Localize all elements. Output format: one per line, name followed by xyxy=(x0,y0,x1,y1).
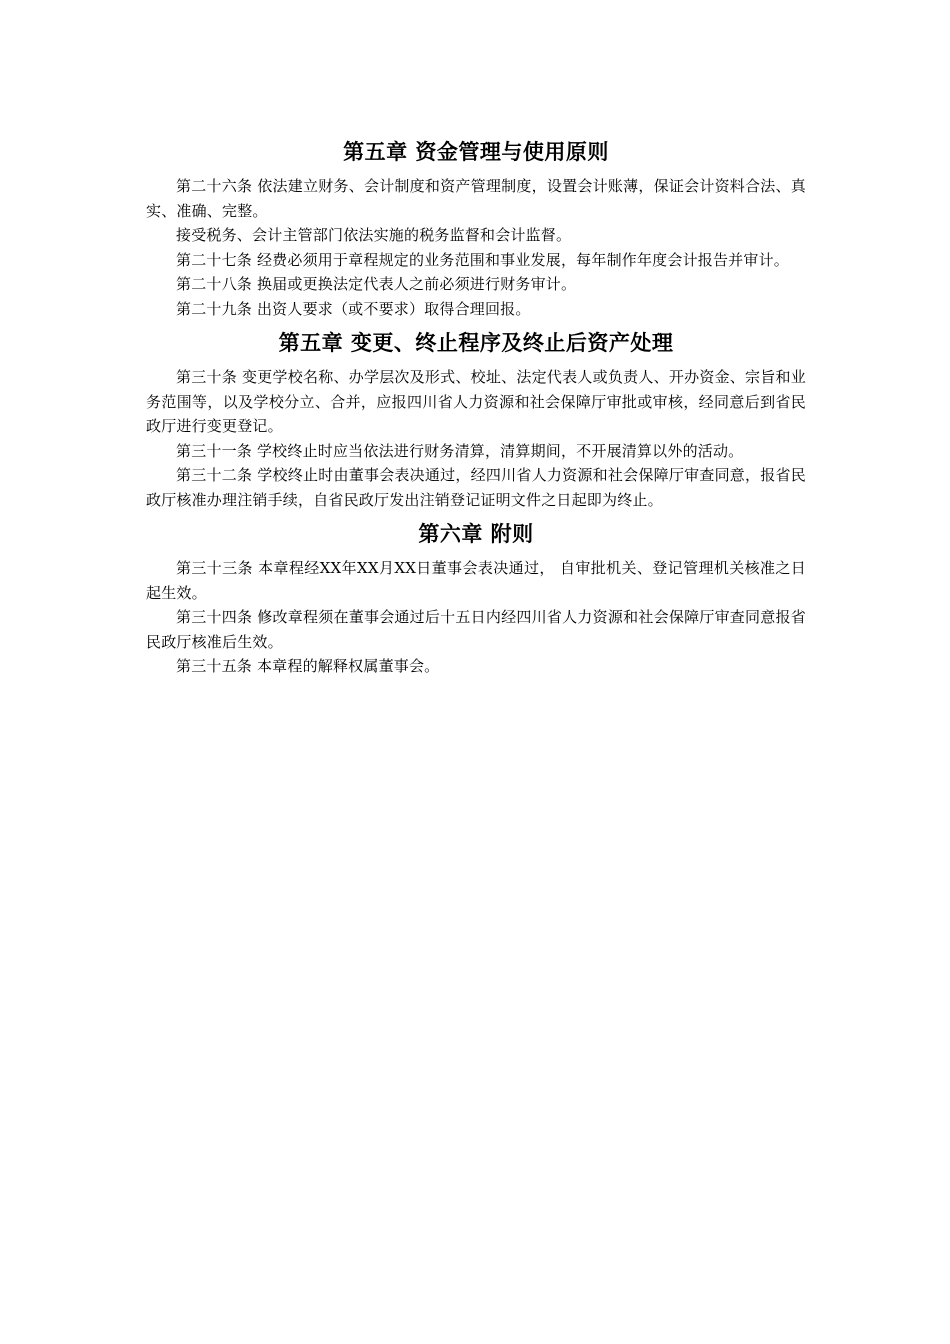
article-31: 第三十一条 学校终止时应当依法进行财务清算，清算期间，不开展清算以外的活动。 xyxy=(176,441,744,460)
chapter-title: 第六章 附则 xyxy=(418,522,534,546)
article-29: 第二十九条 出资人要求（或不要求）取得合理回报。 xyxy=(176,299,531,318)
document-page xyxy=(146,130,806,679)
chapter-title: 第五章 变更、终止程序及终止后资产处理 xyxy=(278,331,674,355)
article-27: 第二十七条 经费必须用于章程规定的业务范围和事业发展，每年制作年度会计报告并审计。 xyxy=(176,250,789,269)
chapter-title: 第五章 资金管理与使用原则 xyxy=(343,140,609,164)
article-28: 第二十八条 换届或更换法定代表人之前必须进行财务审计。 xyxy=(176,275,577,293)
article-32: 第三十二条 学校终止时由董事会表决通过，经四川省人力资源和社会保障厅审查同意，报省民政厅核准办理注销手续，自省民政厅发出注销登记证明文件之日起即为终止。 xyxy=(146,466,806,509)
article-35: 第三十五条 本章程的解释权属董事会。 xyxy=(176,657,440,675)
section-change-termination xyxy=(146,321,806,512)
article-34: 第三十四条 修改章程须在董事会通过后十五日内经四川省人力资源和社会保障厅审查同意报省民政厅核准后生效。 xyxy=(146,608,806,651)
article-26: 第二十六条 依法建立财务、会计制度和资产管理制度，设置会计账薄，保证会计资料合法、真实、准确、完整。 xyxy=(146,177,806,220)
article-33: 第三十三条 本章程经XX年XX月XX日董事会表决通过， 自审批机关、登记管理机关核准之日起生效。 xyxy=(146,559,806,602)
section-funds-management xyxy=(146,130,806,321)
article-26-supplement: 接受税务、会计主管部门依法实施的税务监督和会计监督。 xyxy=(176,226,572,244)
article-30: 第三十条 变更学校名称、办学层次及形式、校址、法定代表人或负责人、开办资金、宗旨和业务范围等，以及学校分立、合并，应报四川省人力资源和社会保障厅审批或审核，经同意后到省民政厅进行变更登记。 xyxy=(146,368,806,435)
section-supplementary-provisions xyxy=(146,512,806,679)
